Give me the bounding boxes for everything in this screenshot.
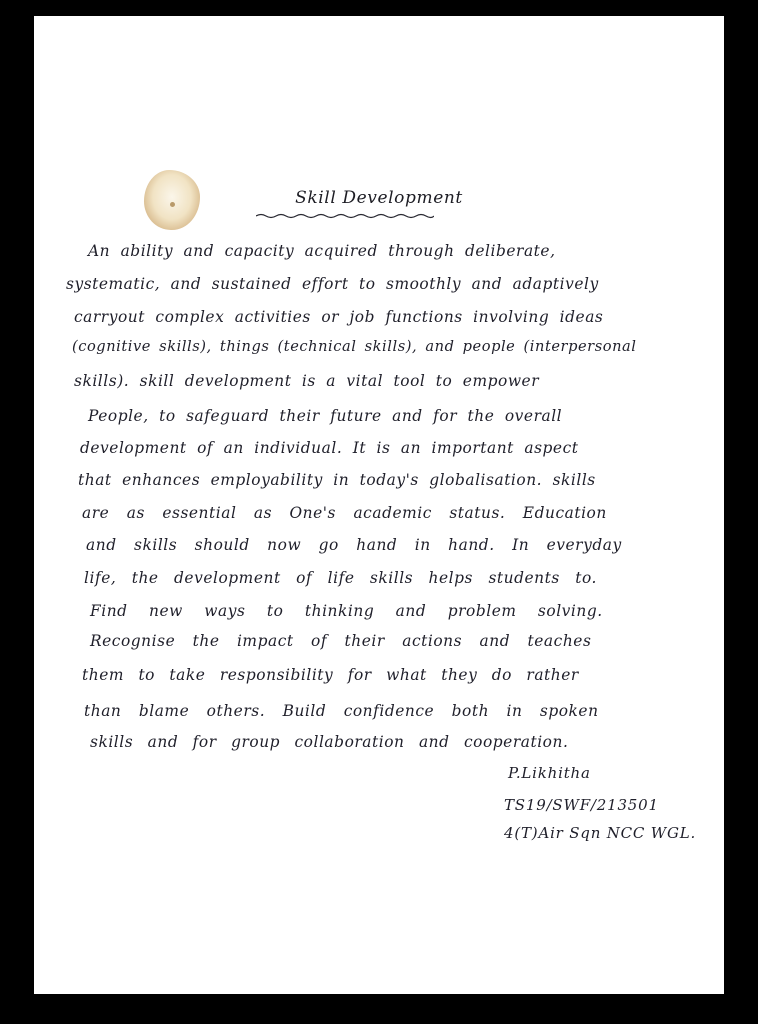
body-line: than blame others. Build confidence both in spoken [84, 702, 599, 720]
body-line: life, the development of life skills helps students to. [84, 569, 597, 587]
body-line: are as essential as One's academic status. Education [82, 504, 607, 522]
body-line: skills). skill development is a vital tool to empower [74, 372, 540, 390]
body-line: Find new ways to thinking and problem solving. [90, 602, 603, 620]
signature-reg-number: TS19/SWF/213501 [504, 796, 659, 814]
body-line: and skills should now go hand in hand. In everyday [86, 536, 622, 554]
body-line: Recognise the impact of their actions and teaches [90, 632, 592, 650]
body-line: them to take responsibility for what they do rather [82, 666, 579, 684]
body-line: that enhances employability in today's globalisation. skills [78, 471, 596, 489]
body-line: systematic, and sustained effort to smoothly and adaptively [66, 275, 599, 293]
signature-unit: 4(T)Air Sqn NCC WGL. [504, 824, 697, 842]
title-underline [256, 213, 434, 219]
body-line: skills and for group collaboration and cooperation. [90, 733, 569, 751]
body-line: carryout complex activities or job functions involving ideas [74, 308, 604, 326]
body-line: (cognitive skills), things (technical skills), and people (interpersonal [72, 338, 637, 355]
handwritten-page [34, 16, 724, 994]
body-line: development of an individual. It is an important aspect [80, 439, 579, 457]
signature-name: P.Likhitha [508, 764, 591, 782]
body-line: People, to safeguard their future and for the overall [88, 407, 563, 425]
body-line: An ability and capacity acquired through deliberate, [88, 242, 556, 260]
page-title: Skill Development [295, 188, 463, 208]
